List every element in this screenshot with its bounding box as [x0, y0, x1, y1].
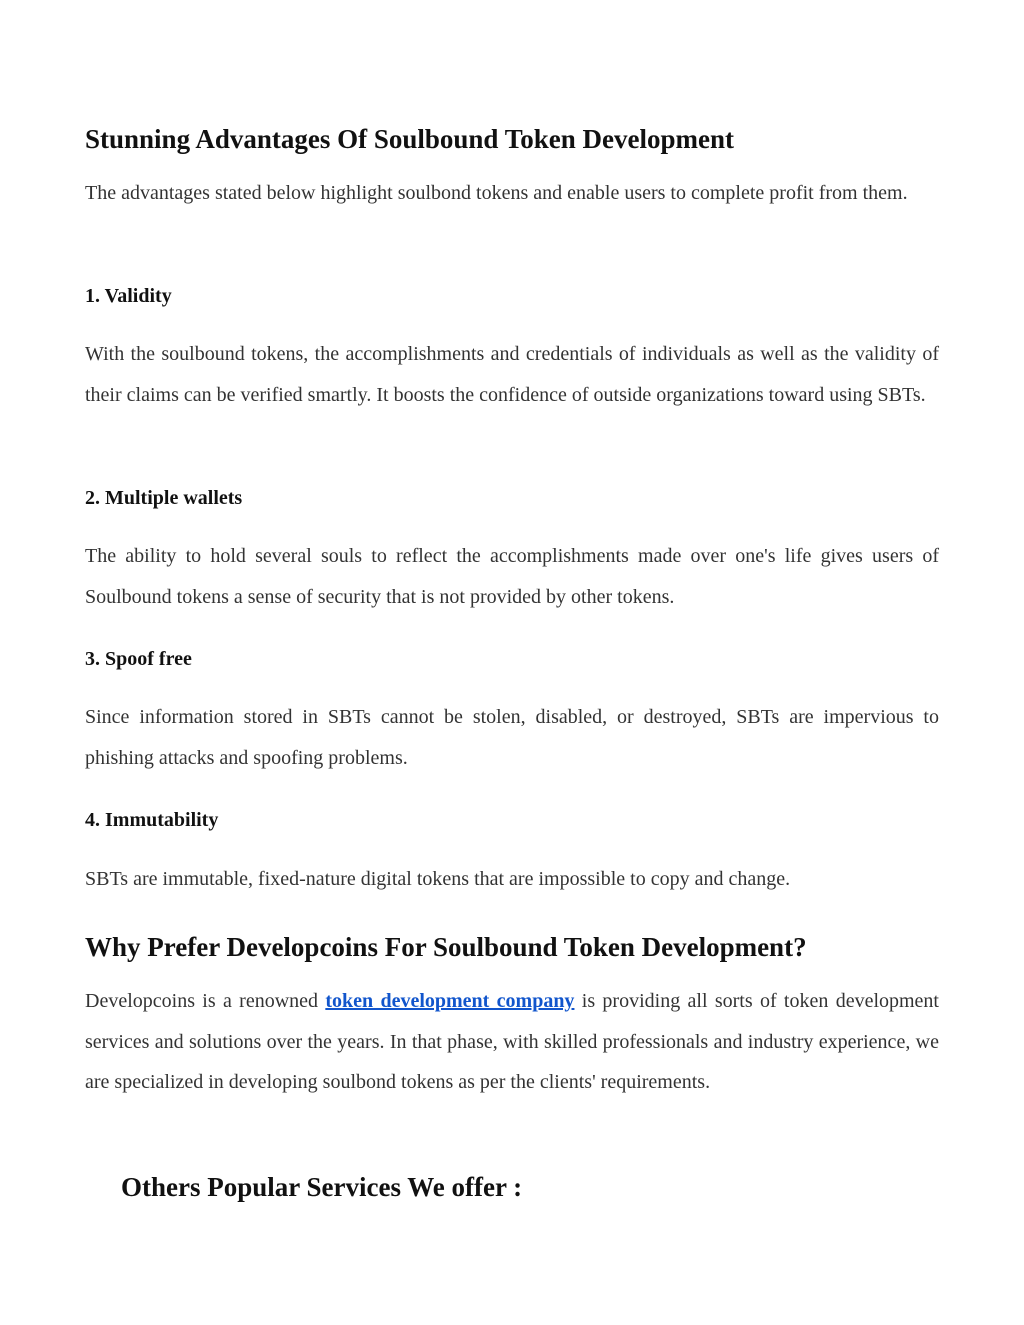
item-validity	[85, 283, 939, 309]
item-text-validity: With the soulbound tokens, the accomplishments and credentials of individuals as well as the validity of their claims can be verified smartly. It boosts the confidence of outside organizations toward using SBTs.	[85, 343, 939, 406]
section-title-why-prefer: Why Prefer Developcoins For Soulbound Token Development?	[85, 932, 807, 962]
item-multiple-wallets-body	[85, 536, 939, 617]
section-title-other-services: Others Popular Services We offer :	[121, 1172, 523, 1202]
item-heading-immutability: 4. Immutability	[85, 809, 219, 831]
item-heading-spoof-free: 3. Spoof free	[85, 648, 192, 670]
item-validity-body	[85, 334, 939, 415]
section-title-advantages: Stunning Advantages Of Soulbound Token Development	[85, 124, 734, 154]
item-heading-validity: 1. Validity	[85, 285, 172, 307]
item-text-immutability: SBTs are immutable, fixed-nature digital tokens that are impossible to copy and change.	[85, 868, 791, 890]
item-text-spoof-free: Since information stored in SBTs cannot be stolen, disabled, or destroyed, SBTs are impervious to phishing attacks and spoofing problems.	[85, 706, 939, 769]
item-spoof-free	[85, 646, 939, 672]
why-prefer-paragraph	[85, 981, 939, 1103]
item-multiple-wallets	[85, 485, 939, 511]
item-spoof-free-body	[85, 697, 939, 778]
item-heading-multiple-wallets: 2. Multiple wallets	[85, 487, 243, 509]
why-prefer-text-after: is providing all sorts of token development services and solutions over the years. In that phase, with skilled professionals and industry experience, we are specialized in developing soulbond tokens as per the clients' requirements.	[85, 990, 939, 1093]
token-development-company-link[interactable]: token development company	[325, 990, 575, 1012]
intro-text: The advantages stated below highlight soulbond tokens and enable users to complete profit from them.	[85, 182, 908, 204]
item-immutability	[85, 807, 939, 833]
why-prefer-text-before: Developcoins is a renowned	[85, 990, 326, 1012]
item-text-multiple-wallets: The ability to hold several souls to reflect the accomplishments made over one's life gives users of Soulbound tokens a sense of security that is not provided by other tokens.	[85, 545, 939, 608]
intro-paragraph	[85, 173, 939, 214]
item-immutability-body	[85, 859, 939, 900]
why-prefer-text	[85, 981, 939, 1103]
